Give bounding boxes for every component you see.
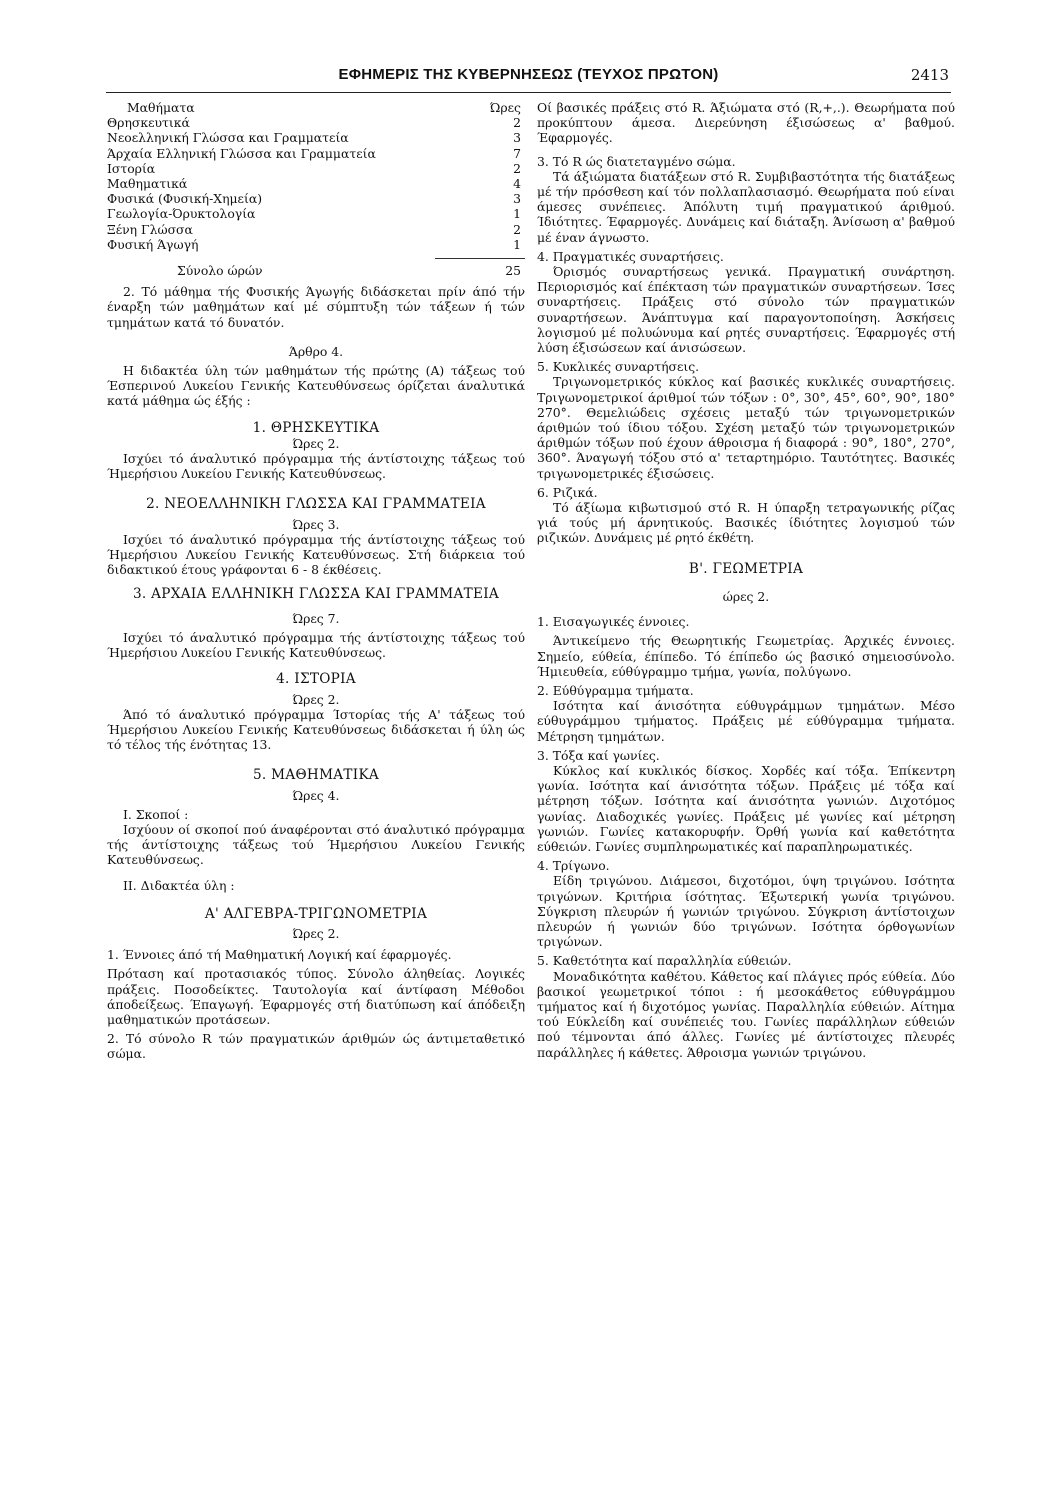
topic-text: Άντικείμενο τής Θεωρητικής Γεωμετρίας. Άρχικές έννοιες. Σημείο, εύθεία, έπίπεδο. Τό έπίπεδο ώς βασικό σημειοσύνολο. Ήμιευθεία, εύθύγραμμο τμήμα, γωνία, πολύγωνο. <box>537 633 955 679</box>
table-row <box>107 115 525 130</box>
subsection-aims-text: Ισχύουν οί σκοποί πού άναφέρονται στό άναλυτικό πρόγραμμα τής άντίστοιχης τάξεως τού Ήμερήσιου Λυκείου Γενικής Κατευθύνσεως. <box>107 821 525 868</box>
section-title-mathematics: 5. ΜΑΘΗΜΑΤΙΚΑ <box>252 767 380 784</box>
section-hours: Ώρες 7. <box>292 610 340 626</box>
left-column <box>107 100 525 1062</box>
topic-title: 2. Εύθύγραμμα τμήματα. <box>537 682 694 698</box>
subject-hours: 3 <box>513 130 521 146</box>
subject-name: Γεωλογία-Όρυκτολογία <box>107 206 256 222</box>
subject-name: Θρησκευτικά <box>107 115 190 131</box>
topic-title: 1. Έννοιες άπό τή Μαθηματική Λογική καί έφαρμογές. <box>107 947 452 963</box>
subject-name: Ξένη Γλώσσα <box>107 221 193 237</box>
subject-hours: 1 <box>513 206 521 222</box>
subject-hours: 4 <box>513 176 521 192</box>
subject-name: Άρχαία Ελληνική Γλώσσα και Γραμματεία <box>107 145 376 161</box>
subsection-material: ΙΙ. Διδακτέα ύλη : <box>123 877 235 893</box>
topic-title: 4. Τρίγωνο. <box>537 858 610 874</box>
section-hours: Ώρες 4. <box>292 787 340 803</box>
table-row <box>107 161 525 176</box>
section-hours: Ώρες 2. <box>292 691 340 707</box>
table-row <box>107 237 525 252</box>
right-column <box>537 100 955 1060</box>
section-hours: Ώρες 3. <box>292 516 340 532</box>
topic-text: Τριγωνομετρικός κύκλος καί βασικές κυκλικές συναρτήσεις. Τριγωνομετρικοί άριθμοί τών τόξων : 0°, 30°, 45°, 60°, 90°, 180° 270°. Θεμελιώδεις σχέσεις μεταξύ τών τριγωνομετρικών άριθμών τού ίδιου τόξου. Σχέση μεταξύ τών τριγωνομετρικών άριθμών τόξων πού έχουν άθροισμα ή διαφορά : 90°, 180°, 270°, 360°. Άναγωγή τόξου στό α' τεταρτημόριο. Ταυτότητες. Βασικές τριγωνομετρικές έξισώσεις. <box>537 374 955 481</box>
total-row <box>107 263 525 278</box>
topic-title: 3. Τόξα καί γωνίες. <box>537 747 660 763</box>
section-text: Ισχύει τό άναλυτικό πρόγραμμα τής άντίστοιχης τάξεως τού Ήμερήσιου Λυκείου Γενικής Κατευθύνσεως. Στή διάρκεια τού διδακτικού έτους γράφονται 6 - 8 έκθέσεις. <box>107 531 525 578</box>
section-title-religion: 1. ΘΡΗΣΚΕΥΤΙΚΑ <box>252 419 380 436</box>
table-header-row <box>107 100 525 115</box>
table-row <box>107 222 525 237</box>
topic-text: Όρισμός συναρτήσεως γενικά. Πραγματική συνάρτηση. Περιορισμός καί έπέκταση τών πραγματικών συναρτήσεων. Ίσες συναρτήσεις. Πράξεις στό σύνολο τών πραγματικών συναρτήσεων. Άνάπτυγμα καί παραγοντοποίηση. Άσκήσεις λογισμού μέ πολυώνυμα καί ρητές συναρτήσεις. Έφαρμογές στή λύση έξισώσεων καί άνισώσεων. <box>537 264 955 356</box>
topic-text: Είδη τριγώνου. Διάμεσοι, διχοτόμοι, ύψη τριγώνου. Ισότητα τριγώνων. Κριτήρια ίσότητας. Έξωτερική γωνία τριγώνου. Σύγκριση πλευρών ή γωνιών τριγώνου. Σύγκριση άντίστοιχων πλευρών ή γωνιών δύο τριγώνων. Ισότητα όρθογωνίων τριγώνων. <box>537 873 955 950</box>
table-row <box>107 146 525 161</box>
topic-title: 6. Ριζικά. <box>537 484 598 500</box>
table-row <box>107 176 525 191</box>
topic-text: Τό άξίωμα κιβωτισμού στό R. Η ύπαρξη τετραγωνικής ρίζας γιά τούς μή άρνητικούς. Βασικές ίδιότητες λογισμού τών ριζικών. Δυνάμεις μέ ρητό έκθέτη. <box>537 500 955 546</box>
algebra-hours: Ώρες 2. <box>292 925 340 941</box>
topic-title: 5. Κυκλικές συναρτήσεις. <box>537 359 700 375</box>
col-subject-header: Μαθήματα <box>127 100 195 115</box>
subject-hours: 7 <box>513 145 521 161</box>
table-row <box>107 191 525 206</box>
topic-text: Μοναδικότητα καθέτου. Κάθετος καί πλάγιες πρός εύθεία. Δύο βασικοί γεωμετρικοί τόποι : ή μεσοκάθετος εύθυγράμμου τμήματος καί ή διχοτόμος γωνίας. Παραλληλία εύθειών. Αίτημα τού Εύκλείδη καί συνέπειές του. Γωνίες παράλληλων εύθειών πού τέμνονται άπό άλλες. Γωνίες μέ άντίστοιχες πλευρές παράλληλες ή κάθετες. Άθροισμα γωνιών τριγώνου. <box>537 968 955 1060</box>
topic-text: Τά άξιώματα διατάξεων στό R. Συμβιβαστότητα τής διατάξεως μέ τήν πρόσθεση καί τόν πολλαπλασιασμό. Θεωρήματα πού είναι άμεσες συνέπειες. Άπόλυτη τιμή πραγματικού άριθμού. Ίδιότητες. Έφαρμογές. Δυνάμεις καί διάταξη. Άνίσωση α' βαθμού μέ έναν άγνωστο. <box>537 168 955 245</box>
total-value: 25 <box>505 263 521 279</box>
topic-text: Ισότητα καί άνισότητα εύθυγράμμων τμημάτων. Μέσο εύθυγράμμου τμήματος. Πράξεις μέ εύθύγραμμα τμήματα. Μέτρηση τμημάτων. <box>537 698 955 744</box>
section-title-ancient-greek: 3. ΑΡΧΑΙΑ ΕΛΛΗΝΙΚΗ ΓΛΩΣΣΑ ΚΑΙ ΓΡΑΜΜΑΤΕΙΑ <box>132 586 500 603</box>
article-text: Η διδακτέα ύλη τών μαθημάτων τής πρώτης (Α) τάξεως τού Έσπερινού Λυκείου Γενικής Κατευθύνσεως όρίζεται άναλυτικά κατά μάθημα ώς έξής : <box>107 363 525 409</box>
subject-hours: 2 <box>513 160 521 176</box>
subject-name: Φυσική Άγωγή <box>107 236 199 252</box>
geometry-title: Β'. ΓΕΩΜΕΤΡΙΑ <box>688 560 804 577</box>
article-heading: Άρθρο 4. <box>288 343 344 359</box>
hours-table <box>107 100 525 252</box>
paragraph-2: 2. Τό μάθημα τής Φυσικής Άγωγής διδάσκεται πρίν άπό τήν έναρξη τών μαθημάτων καί μέ σύμπτυξη τών τάξεων ή τών τμημάτων κατά τό δυνατόν. <box>107 284 525 330</box>
geometry-hours: ώρες 2. <box>722 588 770 604</box>
table-row <box>107 206 525 221</box>
gazette-title: ΕΦΗΜΕΡΙΣ ΤΗΣ ΚΥΒΕΡΝΗΣΕΩΣ (ΤΕΥΧΟΣ ΠΡΩΤΟΝ) <box>338 66 719 83</box>
topic-title: 4. Πραγματικές συναρτήσεις. <box>537 248 724 264</box>
algebra-title: Α' ΑΛΓΕΒΡΑ-ΤΡΙΓΩΝΟΜΕΤΡΙΑ <box>204 905 428 922</box>
topic-title: 2. Τό σύνολο R τών πραγματικών άριθμών ώς άντιμεταθετικό σώμα. <box>107 1031 525 1062</box>
subject-name: Ιστορία <box>107 160 156 176</box>
table-row <box>107 130 525 145</box>
subject-name: Μαθηματικά <box>107 176 188 192</box>
topic-text: Κύκλος καί κυκλικός δίσκος. Χορδές καί τόξα. Έπίκεντρη γωνία. Ισότητα καί άνισότητα τόξων. Πράξεις μέ τόξα καί μέτρηση τόξων. Ισότητα καί άνισότητα γωνιών. Διχοτόμος γωνίας. Διαδοχικές γωνίες. Πράξεις μέ γωνίες καί μέτρηση γωνιών. Γωνίες κατακορυφήν. Όρθή γωνία καί καθετότητα εύθειών. Γωνίες συμπληρωματικές καί παραπληρωματικές. <box>537 762 955 854</box>
topic-title: 1. Εισαγωγικές έννοιες. <box>537 614 690 630</box>
section-text: Άπό τό άναλυτικό πρόγραμμα Ίστορίας τής Α' τάξεως τού Ήμερήσιου Λυκείου Γενικής Κατευθύνσεως διδάσκεται ή ύλη ώς τό τέλος τής ένότητας 13. <box>107 706 525 753</box>
page-header <box>106 66 951 93</box>
subject-hours: 2 <box>513 115 521 131</box>
section-title-modern-greek: 2. ΝΕΟΕΛΛΗΝΙΚΗ ΓΛΩΣΣΑ ΚΑΙ ΓΡΑΜΜΑΤΕΙΑ <box>146 496 486 513</box>
section-hours: Ώρες 2. <box>292 435 340 451</box>
topic-title: 5. Καθετότητα καί παραλληλία εύθειών. <box>537 953 792 969</box>
subject-hours: 2 <box>513 221 521 237</box>
section-title-history: 4. ΙΣΤΟΡΙΑ <box>276 671 356 688</box>
subject-hours: 1 <box>513 236 521 252</box>
section-text: Ισχύει τό άναλυτικό πρόγραμμα τής άντίστοιχης τάξεως τού Ήμερήσιου Λυκείου Γενικής Κατευθύνσεως. <box>107 451 525 482</box>
subject-name: Νεοελληνική Γλώσσα και Γραμματεία <box>107 130 349 146</box>
subject-name: Φυσικά (Φυσική-Χημεία) <box>107 191 263 207</box>
subsection-aims: Ι. Σκοποί : <box>123 806 189 822</box>
total-label: Σύνολο ώρών <box>177 263 263 279</box>
subject-hours: 3 <box>513 191 521 207</box>
col-hours-header: Ώρες <box>489 100 521 115</box>
page-number: 2413 <box>910 66 949 84</box>
topic-text: Πρόταση καί προτασιακός τύπος. Σύνολο άληθείας. Λογικές πράξεις. Ποσοδείκτες. Ταυτολογία καί άντίφαση Μέθοδοι άποδείξεως. Έπαγωγή. Έφαρμογές στή διατύπωση καί άπόδειξη μαθηματικών προτάσεων. <box>107 966 525 1027</box>
topic-text: Οί βασικές πράξεις στό R. Άξιώματα στό (R,+,.). Θεωρήματα πού προκύπτουν άμεσα. Διερεύνηση έξισώσεως α' βαθμού. Έφαρμογές. <box>537 100 955 146</box>
topic-title: 3. Τό R ώς διατεταγμένο σώμα. <box>537 153 736 169</box>
section-text: Ισχύει τό άναλυτικό πρόγραμμα τής άντίστοιχης τάξεως τού Ήμερήσιου Λυκείου Γενικής Κατευθύνσεως. <box>107 629 525 661</box>
